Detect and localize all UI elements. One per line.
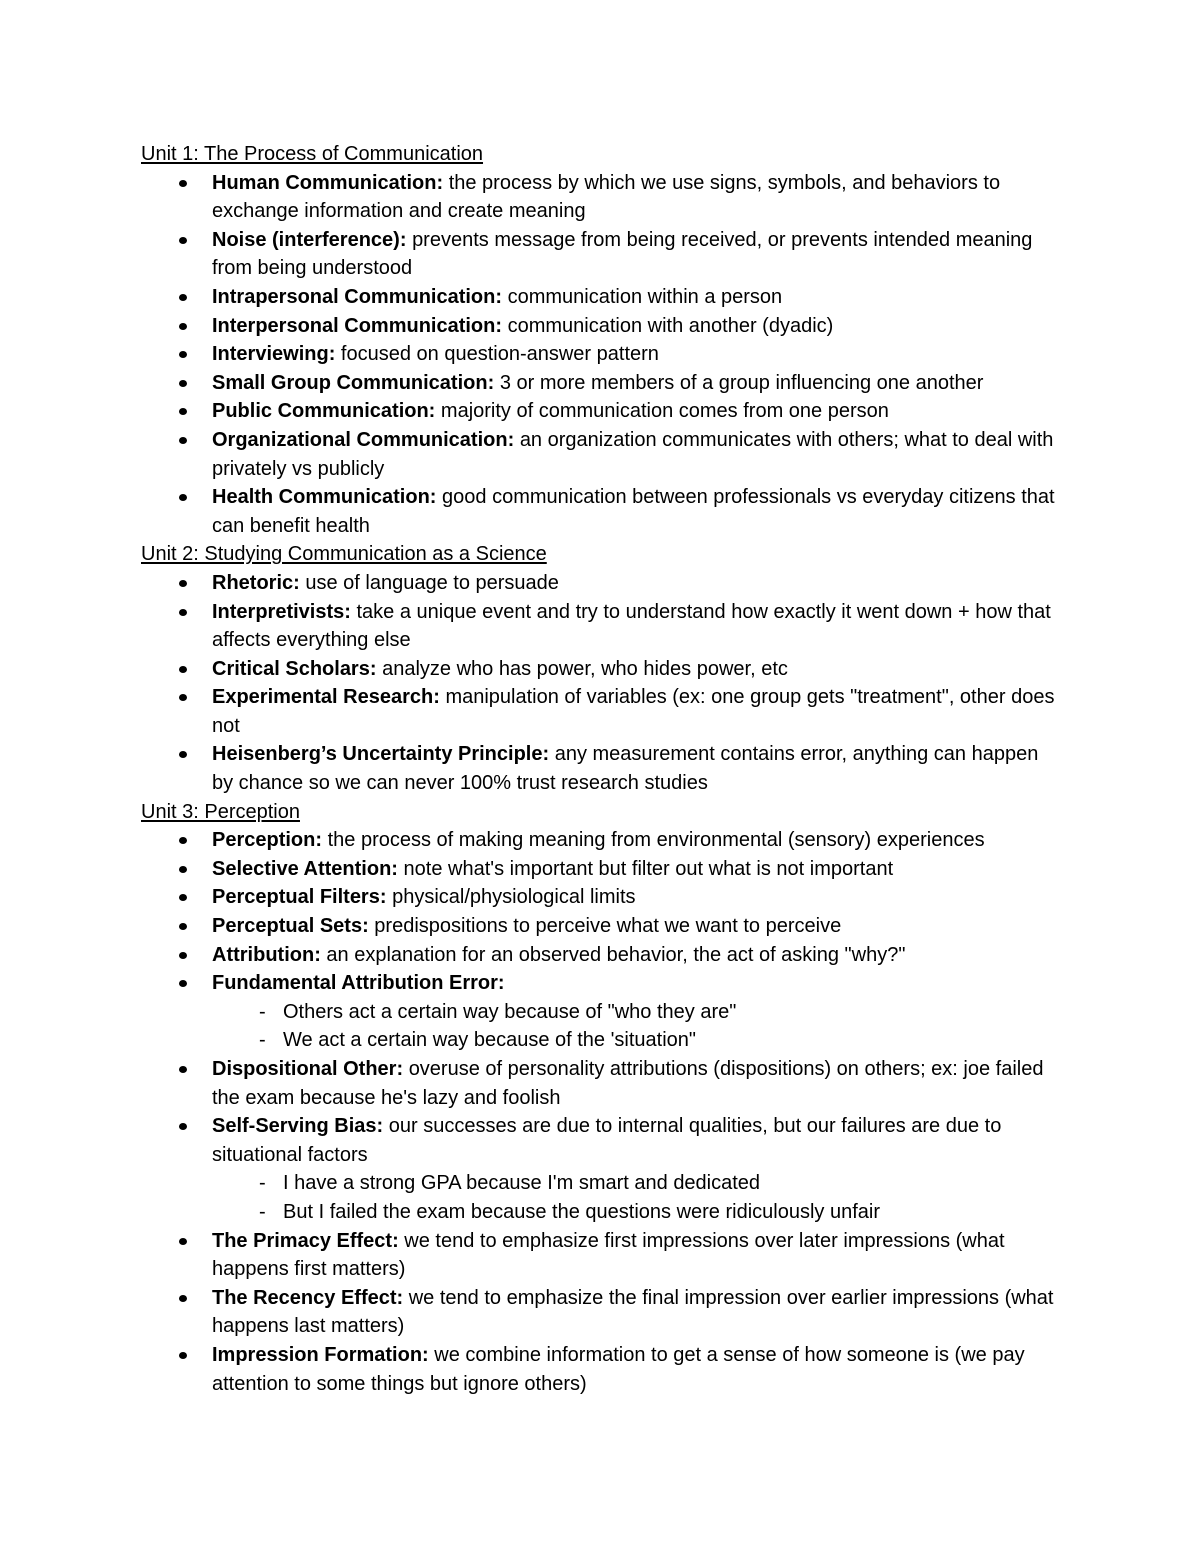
list-item bbox=[141, 369, 1060, 398]
term-definition: the process by which we use signs, symbols, and behaviors to exchange information and create meaning bbox=[212, 171, 1001, 223]
list-item bbox=[141, 969, 1060, 1055]
unit-heading: Unit 1: The Process of Communication bbox=[141, 143, 484, 165]
term-definition: take a unique event and try to understand how exactly it went down + how that affects everything else bbox=[212, 600, 1051, 652]
term-definition: good communication between professionals vs everyday citizens that can benefit health bbox=[212, 486, 1055, 537]
list-item bbox=[141, 1055, 1060, 1112]
list-item bbox=[141, 426, 1060, 483]
list-item bbox=[141, 883, 1060, 912]
term-definition: physical/physiological limits bbox=[392, 886, 636, 909]
list-item bbox=[141, 283, 1060, 312]
term-label: Noise (interference): bbox=[212, 228, 407, 251]
list-item bbox=[141, 397, 1060, 426]
term-label: The Recency Effect: bbox=[212, 1286, 404, 1309]
unit-heading: Unit 3: Perception bbox=[141, 800, 300, 823]
term-definition: we combine information to get a sense of how someone is (we pay attention to some things but ignore others) bbox=[212, 1343, 1025, 1395]
term-label: Organizational Communication: bbox=[212, 428, 515, 451]
term-label: Selective Attention: bbox=[212, 857, 398, 880]
unit-3-section bbox=[141, 798, 1060, 1398]
term-definition: majority of communication comes from one person bbox=[440, 400, 889, 423]
list-item bbox=[141, 340, 1060, 369]
term-definition: analyze who has power, who hides power, etc bbox=[382, 657, 788, 680]
sub-list bbox=[212, 998, 1060, 1055]
term-label: Human Communication: bbox=[212, 171, 444, 194]
list-item bbox=[141, 569, 1060, 598]
list-item bbox=[141, 1284, 1060, 1341]
sub-list-item: - I have a strong GPA because I'm smart and dedicated bbox=[212, 1169, 1060, 1198]
term-definition: the process of making meaning from environmental (sensory) experiences bbox=[327, 829, 985, 852]
term-label: Intrapersonal Communication: bbox=[212, 285, 503, 308]
term-definition: prevents message from being received, or prevents intended meaning from being understood bbox=[212, 228, 1033, 280]
term-label: Attribution: bbox=[212, 943, 321, 966]
term-label: Small Group Communication: bbox=[212, 371, 495, 394]
term-label: Perceptual Sets: bbox=[212, 915, 369, 938]
list-item bbox=[141, 598, 1060, 655]
list-item bbox=[141, 312, 1060, 341]
term-label: Interviewing: bbox=[212, 343, 336, 366]
term-definition: communication within a person bbox=[507, 285, 783, 308]
unit-heading: Unit 2: Studying Communication as a Science bbox=[141, 543, 547, 566]
term-definition: an organization communicates with others; what to deal with privately vs publicly bbox=[212, 428, 1054, 480]
term-label: Public Communication: bbox=[212, 400, 436, 423]
term-label: Perception: bbox=[212, 829, 323, 852]
list-item bbox=[141, 483, 1060, 540]
term-label: Self-Serving Bias: bbox=[212, 1115, 384, 1138]
term-definition: communication with another (dyadic) bbox=[507, 314, 834, 337]
term-definition: note what's important but filter out what is not important bbox=[403, 857, 894, 880]
term-definition: we tend to emphasize first impressions over later impressions (what happens first matters) bbox=[212, 1229, 1005, 1281]
term-definition: manipulation of variables (ex: one group gets "treatment", other does not bbox=[212, 686, 1055, 737]
list-item bbox=[141, 226, 1060, 283]
sub-list-item: - We act a certain way because of the 'situation" bbox=[212, 1026, 1060, 1055]
term-list bbox=[141, 826, 1060, 1398]
term-label: Critical Scholars: bbox=[212, 657, 377, 680]
list-item bbox=[141, 740, 1060, 797]
term-label: Dispositional Other: bbox=[212, 1058, 404, 1080]
term-label: Perceptual Filters: bbox=[212, 886, 387, 909]
term-definition: our successes are due to internal qualities, but our failures are due to situational factors bbox=[212, 1115, 1002, 1166]
list-item bbox=[141, 941, 1060, 970]
term-label: Health Communication: bbox=[212, 486, 437, 509]
term-definition: focused on question-answer pattern bbox=[340, 343, 659, 366]
list-item bbox=[141, 169, 1060, 226]
term-definition: use of language to persuade bbox=[305, 571, 559, 594]
term-definition: an explanation for an observed behavior, the act of asking "why?" bbox=[326, 943, 906, 966]
term-label: Interpersonal Communication: bbox=[212, 314, 503, 337]
term-list bbox=[141, 169, 1060, 541]
unit-2-section bbox=[141, 540, 1060, 797]
sub-list bbox=[212, 1169, 1060, 1226]
list-item bbox=[141, 655, 1060, 684]
list-item bbox=[141, 1341, 1060, 1398]
sub-list-item: - Others act a certain way because of "who they are" bbox=[212, 998, 1060, 1027]
list-item bbox=[141, 1227, 1060, 1284]
term-label: Heisenberg’s Uncertainty Principle: bbox=[212, 743, 550, 766]
term-definition: predispositions to perceive what we want to perceive bbox=[374, 915, 842, 938]
term-definition: any measurement contains error, anything can happen by chance so we can never 100% trust research studies bbox=[212, 743, 1039, 795]
list-item bbox=[141, 912, 1060, 941]
term-definition: 3 or more members of a group influencing one another bbox=[499, 371, 984, 394]
term-label: Rhetoric: bbox=[212, 571, 300, 594]
term-label: Experimental Research: bbox=[212, 686, 440, 709]
term-definition: overuse of personality attributions (dispositions) on others; ex: joe failed the exam because he's lazy and foolish bbox=[212, 1058, 1044, 1109]
term-list bbox=[141, 569, 1060, 798]
list-item bbox=[141, 826, 1060, 855]
term-definition: we tend to emphasize the final impression over earlier impressions (what happens last matters) bbox=[212, 1286, 1054, 1338]
term-label: Interpretivists: bbox=[212, 600, 351, 623]
sub-list-item: - But I failed the exam because the questions were ridiculously unfair bbox=[212, 1198, 1060, 1227]
list-item bbox=[141, 1112, 1060, 1226]
term-label: Impression Formation: bbox=[212, 1343, 429, 1366]
term-label: The Primacy Effect: bbox=[212, 1229, 399, 1252]
term-label: Fundamental Attribution Error: bbox=[212, 972, 505, 995]
list-item bbox=[141, 855, 1060, 884]
unit-1-section bbox=[141, 140, 1060, 540]
list-item bbox=[141, 683, 1060, 740]
